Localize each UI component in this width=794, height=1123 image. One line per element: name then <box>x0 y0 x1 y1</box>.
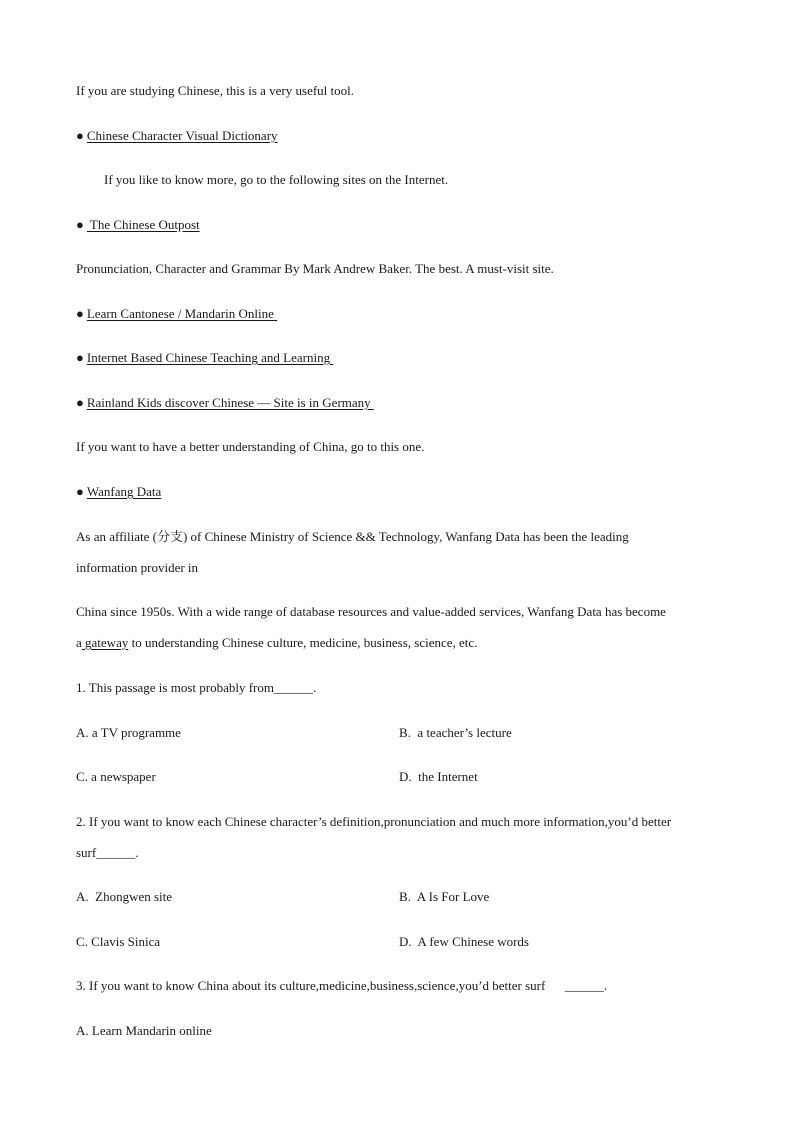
list-item <box>76 484 161 500</box>
text-fragment: a <box>76 635 82 650</box>
bullet-icon: ● <box>76 484 84 499</box>
q1-option-b[interactable]: B. a teacher’s lecture <box>399 725 512 740</box>
outpost-description: Pronunciation, Character and Grammar By Mark Andrew Baker. The best. A must-visit site. <box>76 261 554 276</box>
list-item <box>76 350 333 366</box>
internet-based-teaching-link[interactable]: Internet Based Chinese Teaching and Learning <box>86 350 334 365</box>
bullet-icon: ● <box>76 128 84 143</box>
visual-dictionary-link[interactable]: Chinese Character Visual Dictionary <box>86 128 278 143</box>
learn-cantonese-link[interactable]: Learn Cantonese / Mandarin Online <box>86 306 278 321</box>
wanfang-paragraph-line <box>76 635 477 651</box>
gateway-link[interactable]: gateway <box>81 635 129 650</box>
question-3-stem: 3. If you want to know China about its culture,medicine,business,science,you’d better surf ______. <box>76 978 608 993</box>
bullet-icon: ● <box>76 306 84 321</box>
question-1-stem: 1. This passage is most probably from______. <box>76 680 317 695</box>
q1-option-a[interactable]: A. a TV programme <box>76 725 181 740</box>
bullet-icon: ● <box>76 395 84 410</box>
question-2-stem: 2. If you want to know each Chinese character’s definition,pronunciation and much more information,you’d better <box>76 814 672 829</box>
q1-option-c[interactable]: C. a newspaper <box>76 769 156 784</box>
understanding-text: If you want to have a better understanding of China, go to this one. <box>76 439 425 454</box>
q2-option-a[interactable]: A. Zhongwen site <box>76 889 173 904</box>
bullet-icon: ● <box>76 217 84 232</box>
chinese-outpost-link[interactable]: The Chinese Outpost <box>86 217 200 232</box>
bullet-icon: ● <box>76 350 84 365</box>
question-2-stem-cont: surf______. <box>76 845 139 860</box>
wanfang-paragraph-line: As an affiliate (分支) of Chinese Ministry of Science && Technology, Wanfang Data has been the leading <box>76 529 629 544</box>
list-item <box>76 306 277 322</box>
text-fragment: to understanding Chinese culture, medicine, business, science, etc. <box>128 635 478 650</box>
more-sites-text: If you like to know more, go to the following sites on the Internet. <box>104 172 449 187</box>
list-item <box>76 128 278 144</box>
q2-option-b[interactable]: B. A Is For Love <box>399 889 490 904</box>
wanfang-data-link[interactable]: Wanfang Data <box>86 484 162 499</box>
list-item <box>76 217 200 233</box>
q2-option-c[interactable]: C. Clavis Sinica <box>76 934 161 949</box>
rainland-kids-link[interactable]: Rainland Kids discover Chinese — Site is in Germany <box>86 395 374 410</box>
list-item <box>76 395 374 411</box>
wanfang-paragraph-line: information provider in <box>76 560 199 575</box>
q1-option-d[interactable]: D. the Internet <box>399 769 478 784</box>
q3-option-a[interactable]: A. Learn Mandarin online <box>76 1023 212 1038</box>
q2-option-d[interactable]: D. A few Chinese words <box>399 934 529 949</box>
intro-text: If you are studying Chinese, this is a very useful tool. <box>76 83 355 98</box>
wanfang-paragraph-line: China since 1950s. With a wide range of database resources and value-added services, Wanfang Data has become <box>76 604 666 619</box>
